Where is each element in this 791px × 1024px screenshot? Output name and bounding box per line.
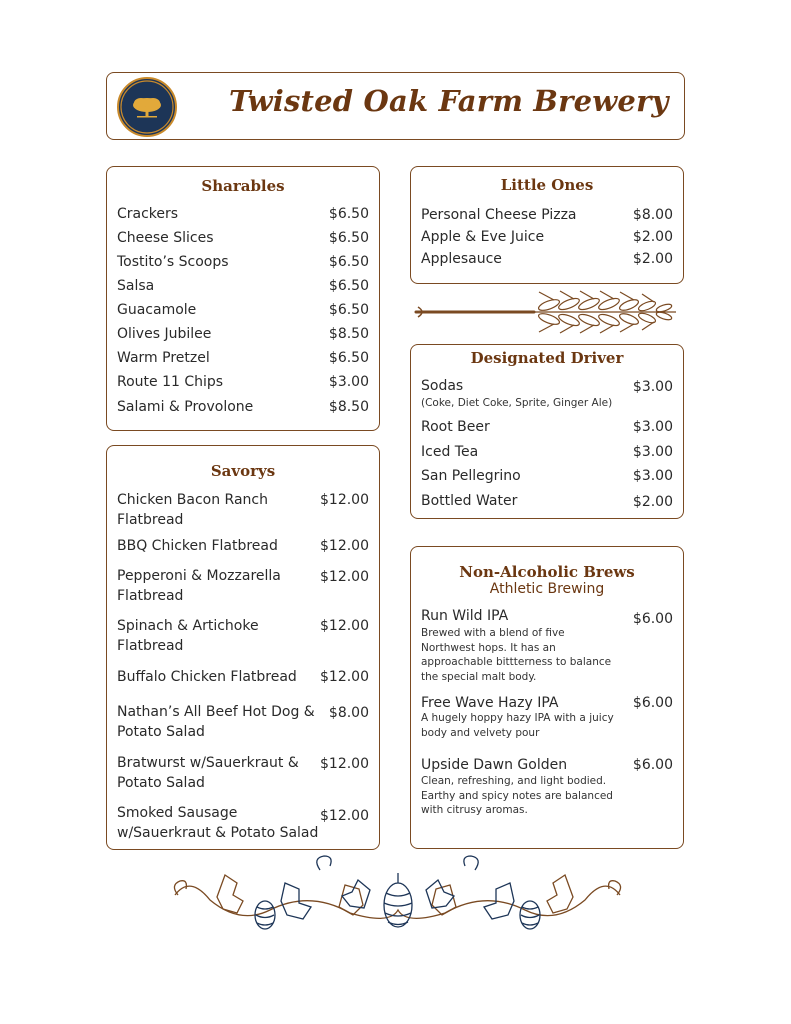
menu-item-price: $2.00 xyxy=(632,494,673,510)
sharables-section xyxy=(106,166,380,431)
menu-item-price: $6.50 xyxy=(328,302,369,318)
savorys-title: Savorys xyxy=(210,462,276,480)
menu-item-name: BBQ Chicken Flatbread xyxy=(117,538,278,554)
menu-item-name: Nathan’s All Beef Hot Dog & xyxy=(117,704,315,720)
brewery-logo-icon xyxy=(117,77,177,137)
menu-item-name: Sodas xyxy=(421,378,464,394)
sharables-title: Sharables xyxy=(201,177,285,195)
menu-item-name-cont: Potato Salad xyxy=(117,775,205,791)
menu-item-name: Chicken Bacon Ranch xyxy=(117,492,268,508)
menu-item-description xyxy=(421,774,616,818)
menu-item-price: $12.00 xyxy=(320,756,369,772)
menu-item-price: $12.00 xyxy=(320,538,369,554)
menu-item-price: $8.50 xyxy=(328,399,369,415)
menu-item-price: $6.50 xyxy=(328,350,369,366)
menu-item-price: $6.00 xyxy=(632,695,673,711)
menu-item-name: Route 11 Chips xyxy=(117,374,224,390)
savorys-section xyxy=(106,445,380,850)
non-alcoholic-section xyxy=(410,546,684,849)
description-line: Clean, refreshing, and light bodied. xyxy=(421,775,607,787)
menu-item-name: Pepperoni & Mozzarella xyxy=(117,568,281,584)
menu-item-name: San Pellegrino xyxy=(421,468,521,484)
menu-item-price: $3.00 xyxy=(632,444,673,460)
menu-item-name: Apple & Eve Juice xyxy=(421,229,545,245)
menu-item-name: Upside Dawn Golden xyxy=(421,757,568,773)
description-line: Brewed with a blend of five xyxy=(421,627,565,639)
menu-item-name-cont: Potato Salad xyxy=(117,724,205,740)
hops-vine-icon xyxy=(170,855,625,945)
menu-item-price: $8.50 xyxy=(328,326,369,342)
menu-item-price: $3.00 xyxy=(632,419,673,435)
menu-item-price: $3.00 xyxy=(328,374,369,390)
menu-item-price: $8.00 xyxy=(632,207,673,223)
menu-item-price: $6.50 xyxy=(328,278,369,294)
menu-item-price: $6.50 xyxy=(328,230,369,246)
menu-item-name: Applesauce xyxy=(421,251,502,267)
menu-item-name: Smoked Sausage xyxy=(117,805,238,821)
description-line: with citrusy aromas. xyxy=(421,804,528,816)
description-line: body and velvety pour xyxy=(421,726,540,739)
menu-item-name-cont: Flatbread xyxy=(117,512,184,528)
menu-item-price: $2.00 xyxy=(632,251,673,267)
menu-item-price: $2.00 xyxy=(632,229,673,245)
menu-item-name: Bratwurst w/Sauerkraut & xyxy=(117,755,299,771)
menu-item-name: Bottled Water xyxy=(421,493,518,509)
wheat-stalk-icon xyxy=(414,290,680,334)
non-alcoholic-title: Non-Alcoholic Brews xyxy=(459,563,635,581)
menu-item-name: Free Wave Hazy IPA xyxy=(421,695,559,711)
menu-item-name-cont: w/Sauerkraut & Potato Salad xyxy=(117,825,319,841)
menu-item-description xyxy=(421,626,616,684)
description-line: Earthy and spicy notes are balanced xyxy=(421,789,613,802)
header-banner xyxy=(106,72,685,140)
menu-item-price: $12.00 xyxy=(320,808,369,824)
little-ones-title: Little Ones xyxy=(500,176,594,194)
menu-item-note: (Coke, Diet Coke, Sprite, Ginger Ale) xyxy=(421,397,613,409)
description-line: Northwest hops. It has an xyxy=(421,641,556,654)
menu-item-name: Run Wild IPA xyxy=(421,608,509,624)
menu-item-price: $6.00 xyxy=(632,757,673,773)
menu-item-price: $6.00 xyxy=(632,611,673,627)
menu-item-price: $12.00 xyxy=(320,669,369,685)
description-line: the special malt body. xyxy=(421,670,537,683)
menu-item-price: $12.00 xyxy=(320,618,369,634)
menu-item-price: $8.00 xyxy=(328,705,369,721)
menu-item-name: Iced Tea xyxy=(421,444,479,460)
menu-item-price: $6.50 xyxy=(328,206,369,222)
menu-item-name: Salsa xyxy=(117,278,155,294)
menu-item-name: Olives Jubilee xyxy=(117,326,212,342)
little-ones-section xyxy=(410,166,684,284)
menu-item-name: Cheese Slices xyxy=(117,230,214,246)
menu-item-price: $12.00 xyxy=(320,569,369,585)
menu-item-name: Buffalo Chicken Flatbread xyxy=(117,669,297,685)
menu-item-name: Tostito’s Scoops xyxy=(117,254,229,270)
brand-title: Twisted Oak Farm Brewery xyxy=(229,84,669,118)
menu-item-name: Crackers xyxy=(117,206,179,222)
menu-item-description xyxy=(421,711,616,740)
menu-item-price: $6.50 xyxy=(328,254,369,270)
menu-item-name: Root Beer xyxy=(421,419,490,435)
menu-item-name-cont: Flatbread xyxy=(117,638,184,654)
menu-item-name: Spinach & Artichoke xyxy=(117,618,259,634)
non-alcoholic-subtitle: Athletic Brewing xyxy=(489,581,605,597)
menu-item-name: Salami & Provolone xyxy=(117,399,254,415)
description-line: A hugely hoppy hazy IPA with a juicy xyxy=(421,712,614,724)
menu-item-price: $12.00 xyxy=(320,492,369,508)
menu-item-name-cont: Flatbread xyxy=(117,588,184,604)
description-line: approachable bittterness to balance xyxy=(421,656,612,668)
menu-item-name: Personal Cheese Pizza xyxy=(421,207,577,223)
menu-item-price: $3.00 xyxy=(632,379,673,395)
menu-item-name: Warm Pretzel xyxy=(117,350,210,366)
menu-item-name: Guacamole xyxy=(117,302,197,318)
designated-driver-title: Designated Driver xyxy=(470,349,624,367)
menu-item-price: $3.00 xyxy=(632,468,673,484)
designated-driver-section xyxy=(410,344,684,519)
